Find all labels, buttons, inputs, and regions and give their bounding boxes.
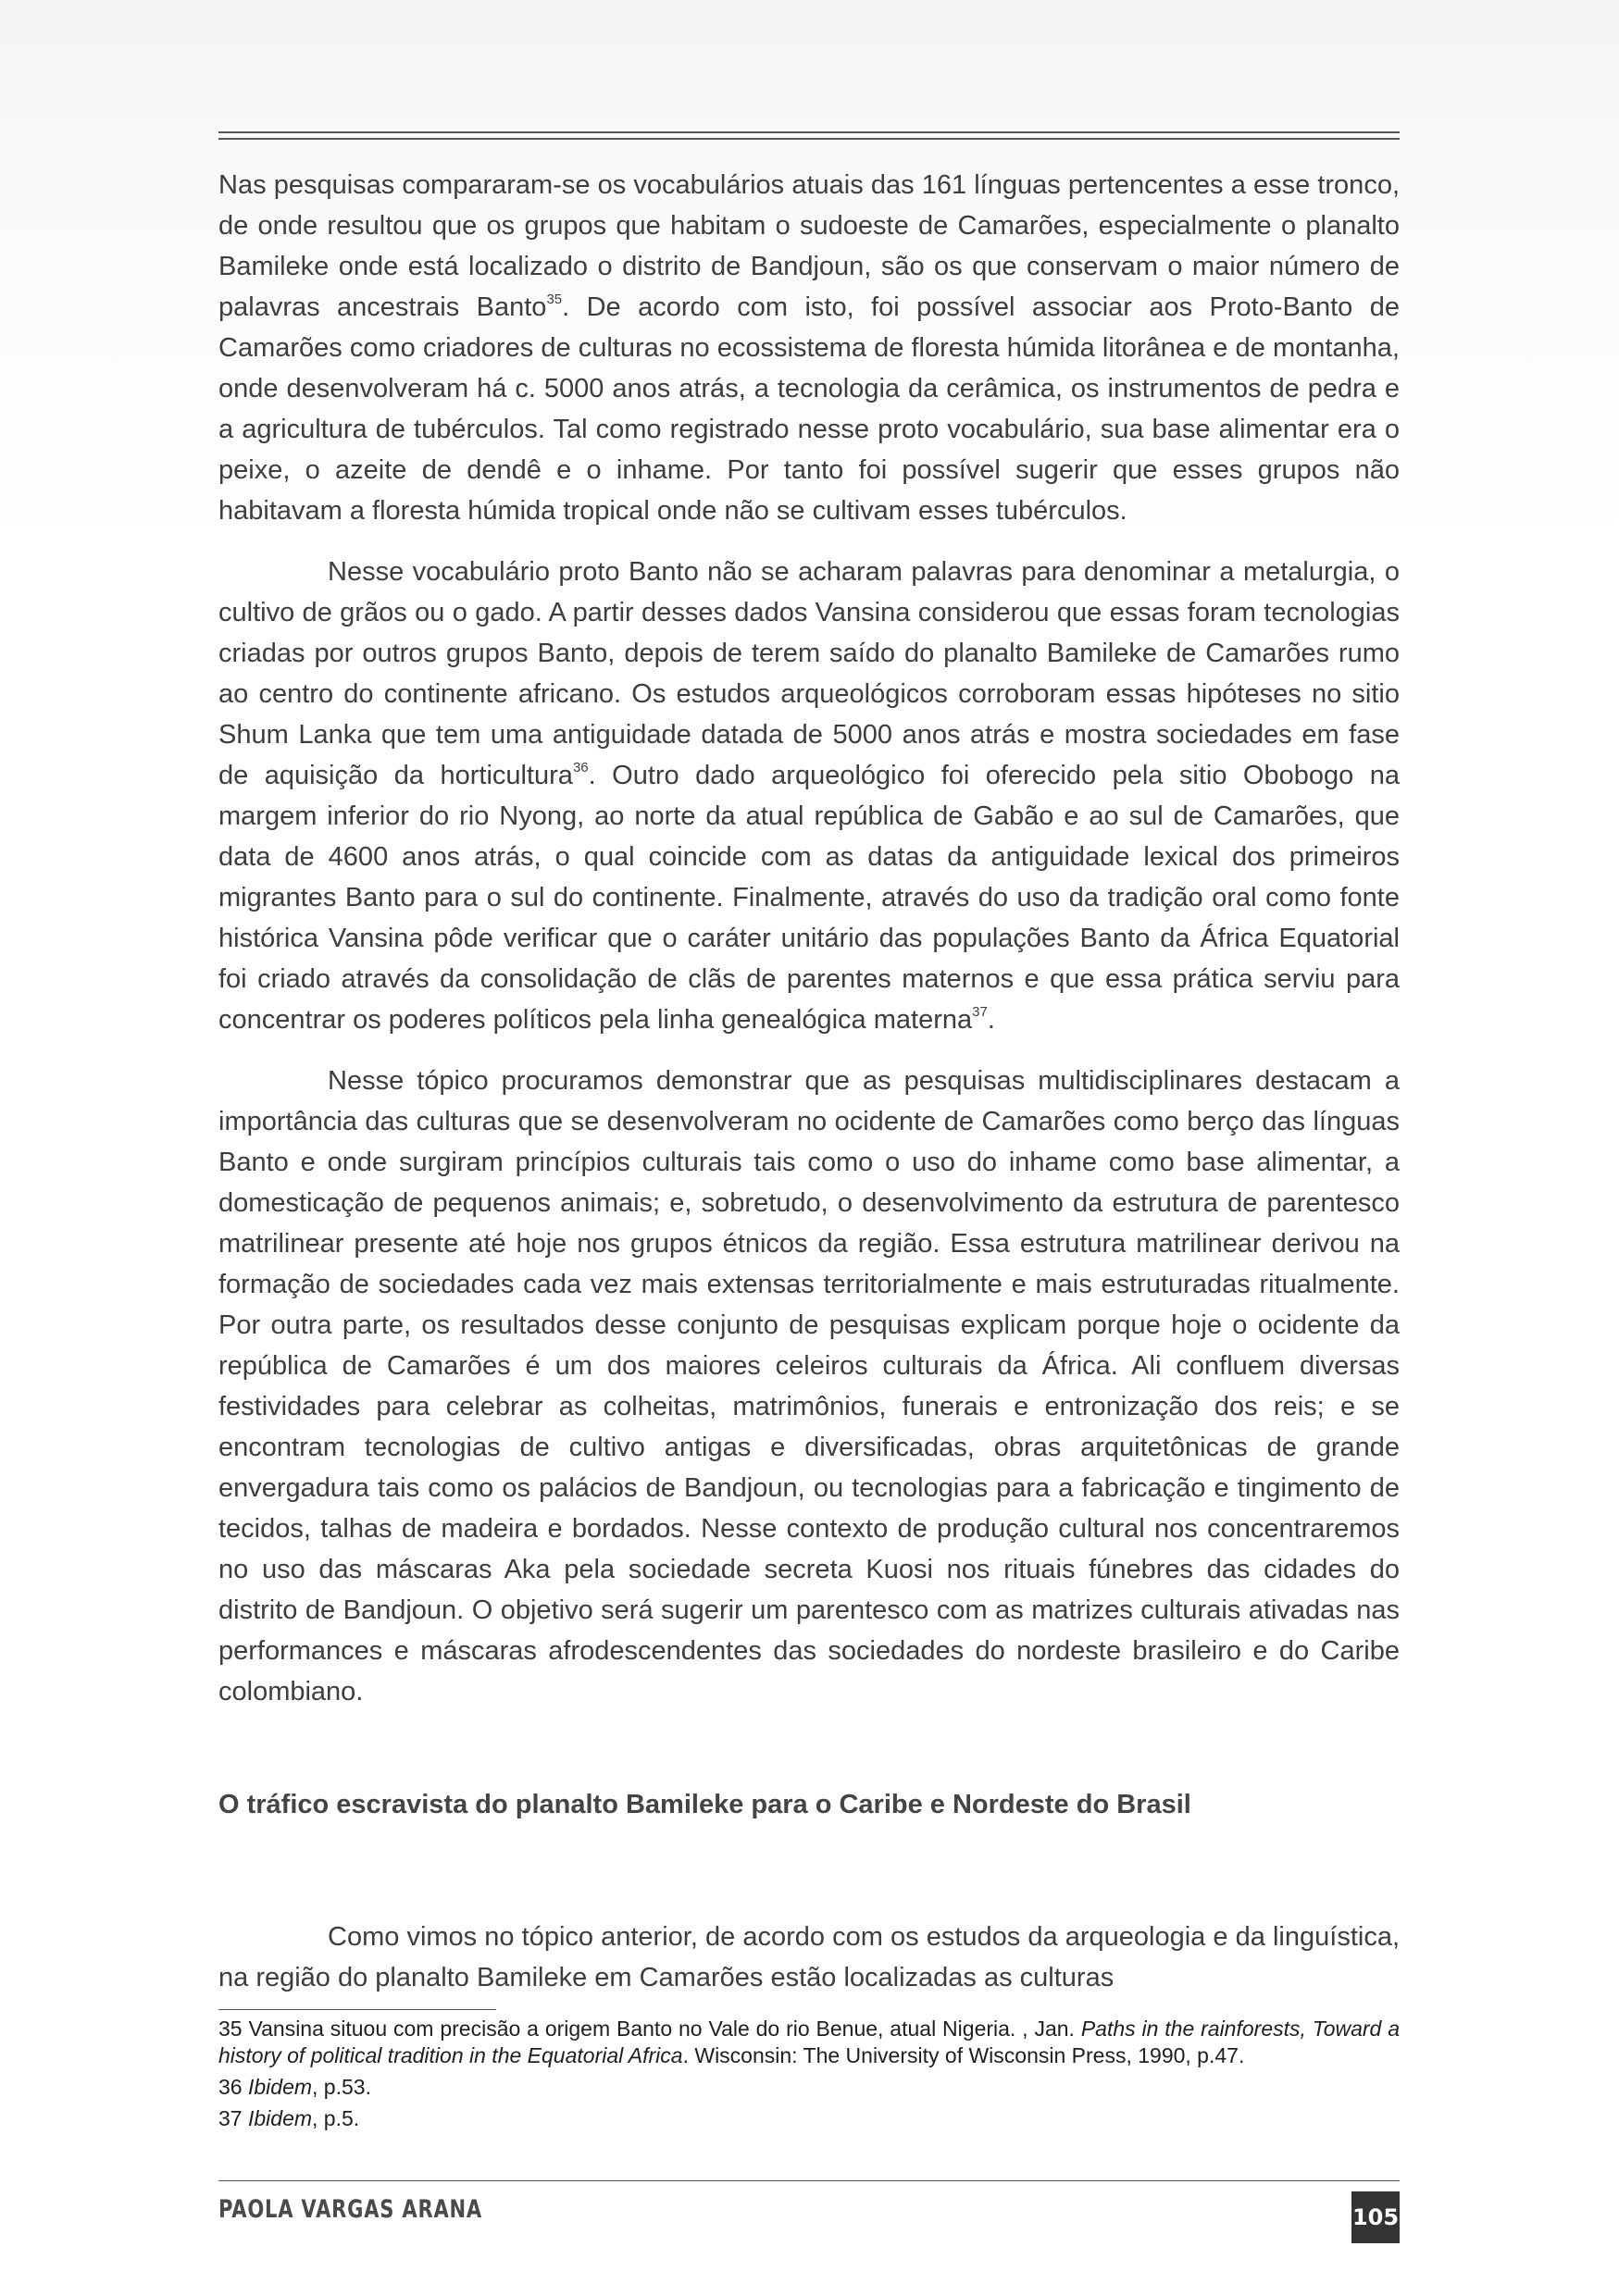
footnote-ref-37[interactable]: 37 [972,1004,988,1020]
section-heading: O tráfico escravista do planalto Bamileke para o Caribe e Nordeste do Brasil [218,1790,1191,1819]
footnote-35: 35 Vansina situou com precisão a origem Banto no Vale do rio Benue, atual Nigeria. , Jan. Paths in the rainforests, Toward a history of political tradition in the Equatorial Africa. Wisconsin: The University of Wisconsin Press, 1990, p.47. [218,2017,1401,2067]
footnote-36: 36 Ibidem, p.53. [218,2075,371,2099]
paragraph-3: Nesse tópico procuramos demonstrar que as pesquisas multidisciplinares destacam a importância das culturas que se desenvolveram no ocidente de Camarões como berço das línguas Banto e onde surgiram princípios culturais tais como o uso do inhame como base alimentar, a domesticação de pequenos animais; e, sobretudo, o desenvolvimento da estrutura de parentesco matrilinear presente até hoje nos grupos étnicos da região. Essa estrutura matrilinear derivou na formação de sociedades cada vez mais extensas territorialmente e mais estruturadas ritualmente. Por outra parte, os resultados desse conjunto de pesquisas explicam porque hoje o ocidente da república de Camarões é um dos maiores celeiros culturais da África. Ali confluem diversas festividades para celebrar as colheitas, matrimônios, funerais e entronização dos reis; e se encontram tecnologias de cultivo antigas e diversificadas, obras arquitetônicas de grande envergadura tais como os palácios de Bandjoun, ou tecnologias para a fabricação e tingimento de tecidos, talhas de madeira e bordados. Nesse contexto de produção cultural nos concentraremos no uso das máscaras Aka pela sociedade secreta Kuosi nos rituais fúnebres das cidades do distrito de Bandjoun. O objetivo será sugerir um parentesco com as matrizes culturais ativadas nas performances e máscaras afrodescendentes das sociedades do nordeste brasileiro e do Caribe colombiano. [218,1066,1400,1706]
footnote-ref-36[interactable]: 36 [572,760,589,776]
footnote-separator [218,2009,496,2010]
footnote-37: 37 Ibidem, p.5. [218,2106,360,2130]
body-text [218,165,1400,1732]
paragraph-1: Nas pesquisas compararam-se os vocabulários atuais das 161 línguas pertencentes a esse tronco, de onde resultou que os grupos que habitam o sudoeste de Camarões, especialmente o planalto Bamileke onde está localizado o distrito de Bandjoun, são os que conservam o maior número de palavras ancestrais Banto$^{35}$. De acordo com isto, foi possível associar aos Proto-Banto de Camarões como criadores de culturas no ecossistema de floresta húmida litorânea e de montanha, onde desenvolveram há c. 5000 anos atrás, a tecnologia da cerâmica, os instrumentos de pedra e a agricultura de tubérculos. Tal como registrado nesse proto vocabulário, sua base alimentar era o peixe, o azeite de dendê e o inhame. Por tanto foi possível sugerir que esses grupos não habitavam a floresta húmida tropical onde não se cultivam esses tubérculos. [218,170,1400,526]
header-rule-bottom [218,138,1400,140]
footer-author: PAOLA VARGAS ARANA [218,2195,483,2224]
footnote-ref-35[interactable]: 35 [546,292,563,307]
document-page [218,0,1400,2296]
footnotes [218,2016,1400,2137]
header-rule-top [218,131,1400,133]
footer-rule [218,2180,1400,2181]
page-number: 105 [1351,2191,1400,2243]
paragraph-4: Como vimos no tópico anterior, de acordo com os estudos da arqueologia e da linguística, na região do planalto Bamileke em Camarões estão localizadas as culturas [218,1922,1400,1992]
paragraph-2: Nesse vocabulário proto Banto não se acharam palavras para denominar a metalurgia, o cultivo de grãos ou o gado. A partir desses dados Vansina considerou que essas foram tecnologias criadas por outros grupos Banto, depois de terem saído do planalto Bamileke de Camarões rumo ao centro do continente africano. Os estudos arqueológicos corroboram essas hipóteses no sitio Shum Lanka que tem uma antiguidade datada de 5000 anos atrás e mostra sociedades em fase de aquisição da horticultura$^{36}$. Outro dado arqueológico foi oferecido pela sitio Obobogo na margem inferior do rio Nyong, ao norte da atual república de Gabão e ao sul de Camarões, que data de 4600 anos atrás, o qual coincide com as datas da antiguidade lexical dos primeiros migrantes Banto para o sul do continente. Finalmente, através do uso da tradição oral como fonte histórica Vansina pôde verificar que o caráter unitário das populações Banto da África Equatorial foi criado através da consolidação de clãs de parentes maternos e que essa prática serviu para concentrar os poderes políticos pela linha genealógica materna$^{37}$. [218,557,1400,1035]
